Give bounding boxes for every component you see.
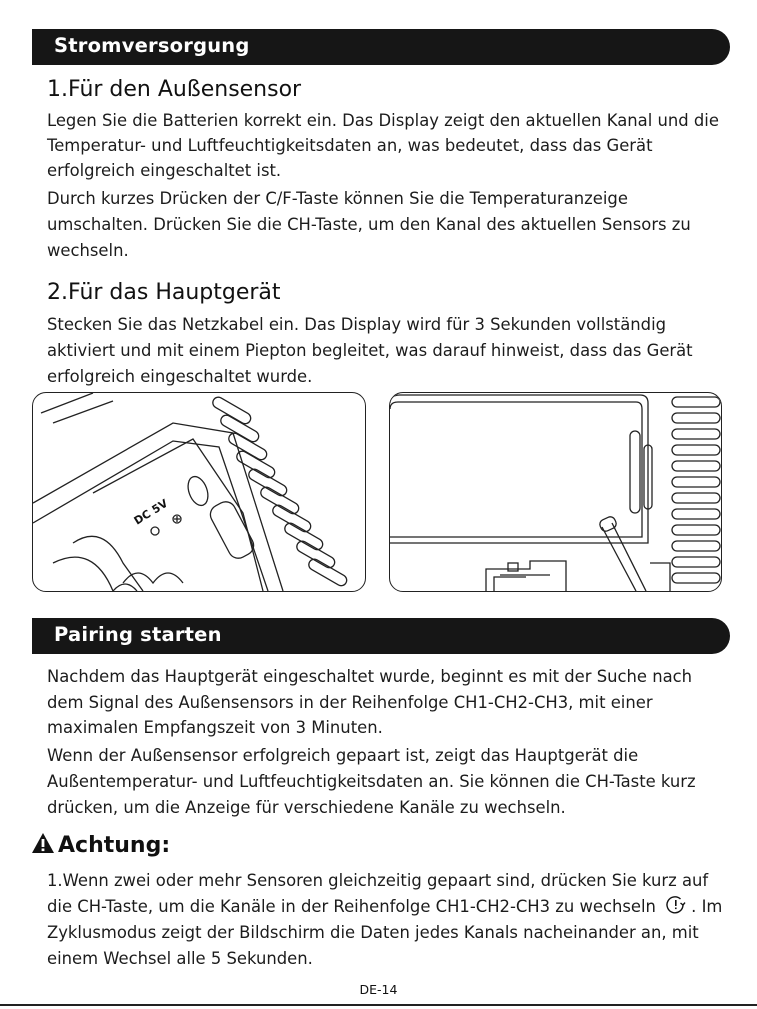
subheading-hauptgeraet: 2.Für das Hauptgerät: [47, 280, 281, 305]
page-number: DE-14: [359, 982, 398, 997]
section-title: Stromversorgung: [54, 34, 250, 57]
paragraph-line: aktiviert und mit einem Piepton begleitet, was darauf hinweist, dass das Gerät: [47, 341, 693, 360]
warning-triangle-icon: [31, 832, 55, 854]
paragraph-line: dem Signal des Außensensors in der Reihenfolge CH1-CH2-CH3, mit einer: [47, 693, 653, 712]
section-banner-stromversorgung: [32, 29, 730, 65]
paragraph-line: Nachdem das Hauptgerät eingeschaltet wurde, beginnt es mit der Suche nach: [47, 667, 693, 686]
paragraph-text: die CH-Taste, um die Kanäle in der Reihenfolge CH1-CH2-CH3 zu wechseln: [47, 897, 656, 916]
paragraph-line: Zyklusmodus zeigt der Bildschirm die Daten jedes Kanals nacheinander an, mit: [47, 923, 699, 942]
paragraph-line: 1.Wenn zwei oder mehr Sensoren gleichzeitig gepaart sind, drücken Sie kurz auf: [47, 871, 709, 890]
bottom-divider: [0, 1004, 757, 1006]
paragraph-line: drücken, um die Anzeige für verschiedene Kanäle zu wechseln.: [47, 798, 566, 817]
warning-title: Achtung:: [58, 833, 171, 858]
illustration-main-unit: [389, 392, 722, 592]
main-unit-drawing: [390, 393, 721, 591]
subheading-aussensensor: 1.Für den Außensensor: [47, 77, 302, 102]
paragraph-line: Durch kurzes Drücken der C/F-Taste können Sie die Temperaturanzeige: [47, 189, 628, 208]
paragraph-line: Temperatur- und Luftfeuchtigkeitsdaten an, was bedeutet, dass das Gerät: [47, 136, 653, 155]
paragraph-text: . Im: [691, 897, 723, 916]
cycle-icon: [665, 895, 687, 915]
paragraph-line: Stecken Sie das Netzkabel ein. Das Display wird für 3 Sekunden vollständig: [47, 315, 667, 334]
paragraph-line: maximalen Empfangszeit von 3 Minuten.: [47, 718, 383, 737]
paragraph-line: Legen Sie die Batterien korrekt ein. Das Display zeigt den aktuellen Kanal und die: [47, 111, 719, 130]
paragraph-line: erfolgreich eingeschaltet wurde.: [47, 367, 313, 386]
warning-heading: [31, 832, 170, 858]
paragraph-line: einem Wechsel alle 5 Sekunden.: [47, 949, 313, 968]
paragraph-line: erfolgreich eingeschaltet ist.: [47, 161, 282, 180]
section-title: Pairing starten: [54, 623, 222, 646]
illustration-dc-port: [32, 392, 366, 592]
section-banner-pairing: [32, 618, 730, 654]
paragraph-line-with-icon: [47, 894, 722, 919]
port-label: DC 5V: [131, 496, 171, 528]
paragraph-line: Außentemperatur- und Luftfeuchtigkeitsdaten an. Sie können die CH-Taste kurz: [47, 772, 696, 791]
device-back-drawing: [33, 393, 365, 591]
paragraph-line: umschalten. Drücken Sie die CH-Taste, um den Kanal des aktuellen Sensors zu: [47, 215, 691, 234]
paragraph-line: wechseln.: [47, 241, 129, 260]
paragraph-line: Wenn der Außensensor erfolgreich gepaart ist, zeigt das Hauptgerät die: [47, 746, 639, 765]
